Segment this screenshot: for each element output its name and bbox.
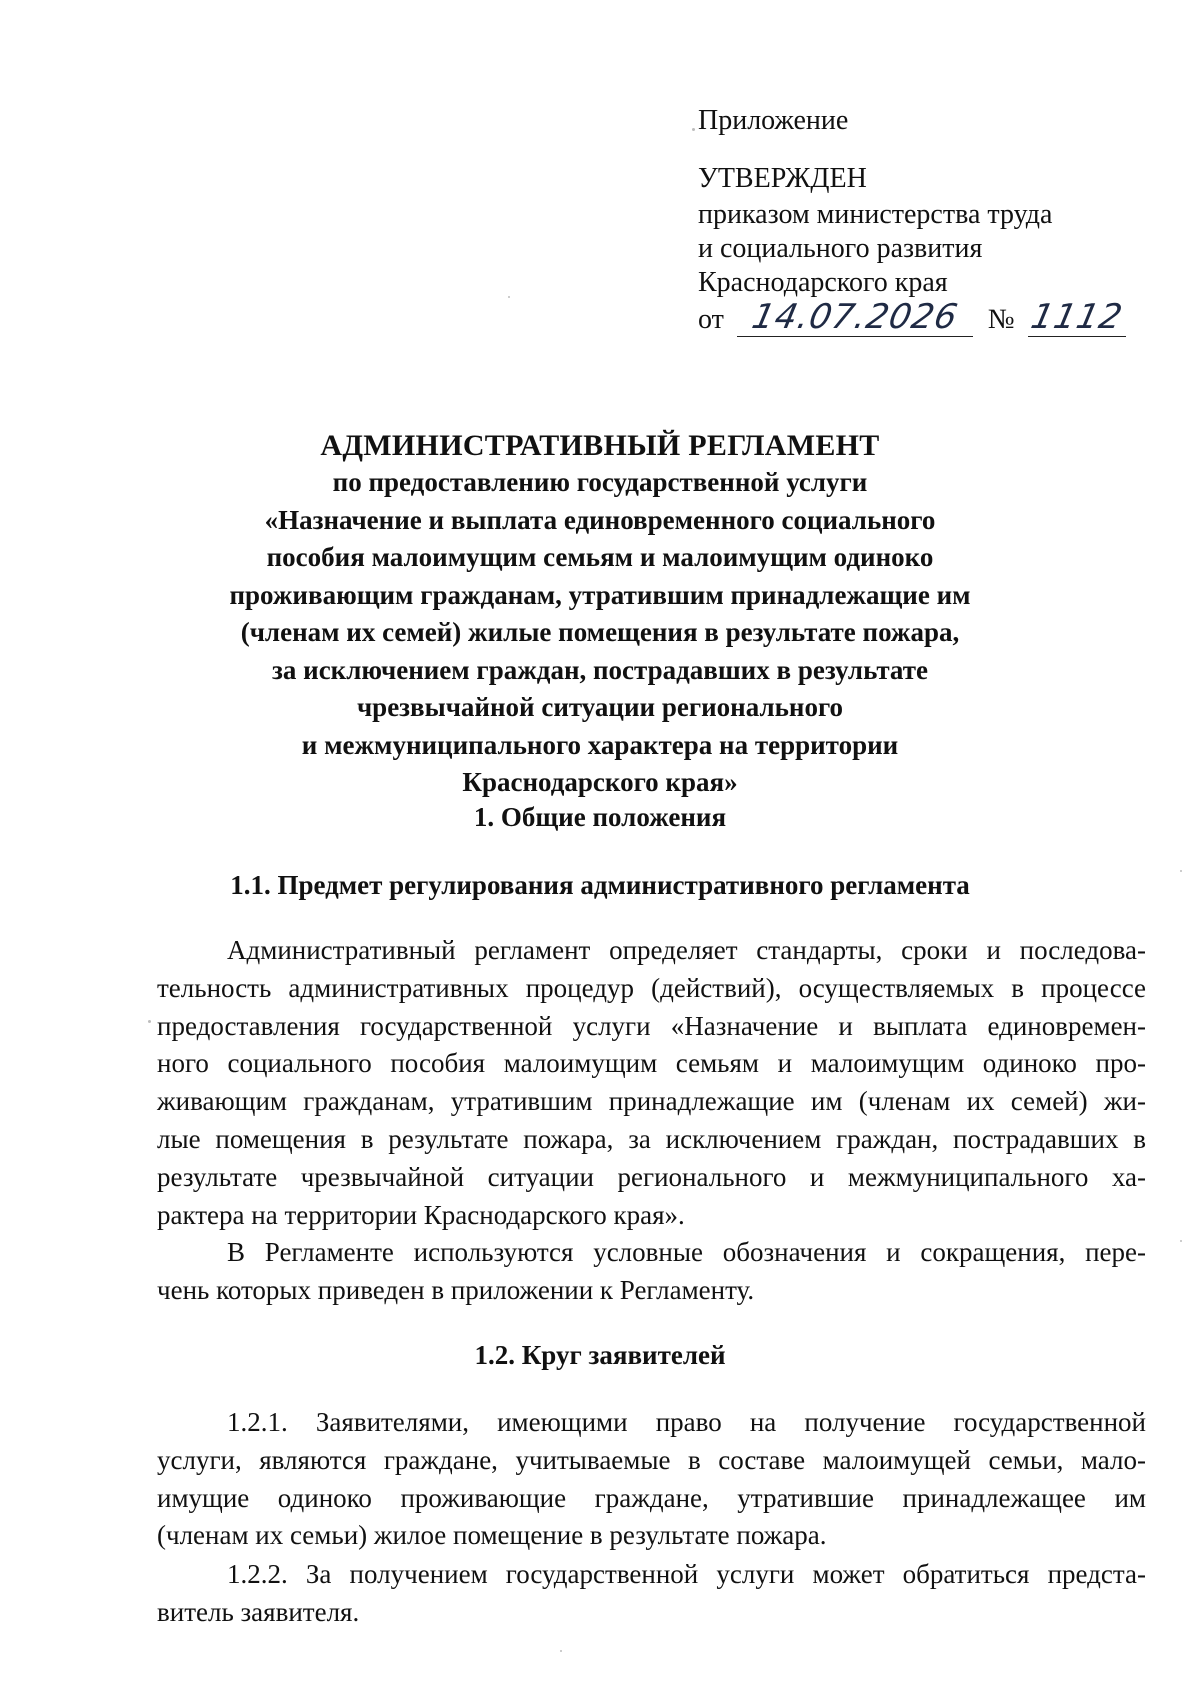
handwritten-date: 14.07.2026 (748, 297, 962, 337)
paragraph-line: (членам их семьи) жилое помещение в результате пожара. (157, 1520, 827, 1551)
approval-line: приказом министерства труда (698, 199, 1053, 230)
scan-speck (692, 128, 695, 131)
order-number-field (1027, 297, 1127, 337)
approval-block (698, 104, 1138, 342)
scan-speck (148, 1020, 151, 1023)
order-date-number-line (698, 297, 1138, 342)
title-line: чрезвычайной ситуации регионального (356, 692, 844, 722)
paragraph-line: 1.2.2. За получением государственной услуги может обратиться предста- (227, 1559, 1146, 1589)
paragraph-line: чень которых приведен в приложении к Регламенту. (157, 1274, 755, 1305)
scan-speck (1180, 870, 1182, 872)
title-line: пособия малоимущим семьям и малоимущим одиноко (266, 542, 934, 572)
scan-speck (508, 296, 510, 298)
title-line: проживающим гражданам, утратившим принадлежащие им (229, 579, 971, 610)
paragraph-line: имущие одиноко проживающие граждане, утратившие принадлежащее им (157, 1482, 1146, 1513)
paragraph-line: живающим гражданам, утратившим принадлежащие им (членам их семей) жи- (157, 1086, 1146, 1117)
paragraph (157, 932, 1146, 1234)
title-line: и межмуниципального характера на территории (301, 729, 899, 760)
from-label: от (698, 304, 724, 335)
subsection-heading: 1.2. Круг заявителей (474, 1340, 726, 1370)
order-date-field (737, 297, 973, 337)
title-line: Краснодарского края» (462, 767, 738, 797)
paragraph-line: Административный регламент определяет стандарты, сроки и последова- (227, 935, 1146, 965)
paragraph (157, 1556, 1146, 1632)
paragraph-line: тельность административных процедур (действий), осуществляемых в процессе (157, 972, 1146, 1003)
annex-label: Приложение (698, 105, 849, 136)
paragraph-line: витель заявителя. (157, 1596, 360, 1627)
title-line: (членам их семей) жилые помещения в результате пожара, (240, 617, 960, 647)
paragraph (157, 1404, 1146, 1555)
document-title (100, 428, 1100, 802)
paragraph-line: В Регламенте используются условные обозначения и сокращения, пере- (227, 1237, 1146, 1267)
paragraph-line: ного социального пособия малоимущим семьям и малоимущим одиноко про- (157, 1048, 1146, 1079)
approval-line: и социального развития (698, 233, 983, 264)
paragraph-line: лые помещения в результате пожара, за исключением граждан, пострадавших в (157, 1123, 1146, 1154)
paragraph-line: рактера на территории Краснодарского края». (157, 1199, 685, 1230)
paragraph-line: услуги, являются граждане, учитываемые в составе малоимущей семьи, мало- (157, 1444, 1146, 1475)
subsection-heading: 1.1. Предмет регулирования административного регламента (230, 870, 970, 900)
paragraph-line: результате чрезвычайной ситуации регионального и межмуниципального ха- (157, 1161, 1146, 1192)
approved-label: УТВЕРЖДЕН (698, 163, 867, 194)
title-main: АДМИНИСТРАТИВНЫЙ РЕГЛАМЕНТ (320, 429, 880, 462)
paragraph-line: 1.2.1. Заявителями, имеющими право на получение государственной (227, 1407, 1146, 1437)
title-line: по предоставлению государственной услуги (332, 467, 868, 497)
paragraph (157, 1234, 1146, 1310)
title-line: за исключением граждан, пострадавших в результате (272, 654, 928, 685)
handwritten-number: 1112 (1027, 297, 1127, 337)
scan-speck (560, 1650, 562, 1652)
approval-line: Краснодарского края (698, 267, 948, 298)
scan-speck (1180, 1240, 1182, 1242)
title-line: «Назначение и выплата единовременного социального (264, 504, 936, 535)
paragraph-line: предоставления государственной услуги «Назначение и выплата единовремен- (157, 1010, 1146, 1041)
section-heading: 1. Общие положения (473, 802, 727, 832)
number-label: № (987, 304, 1015, 335)
